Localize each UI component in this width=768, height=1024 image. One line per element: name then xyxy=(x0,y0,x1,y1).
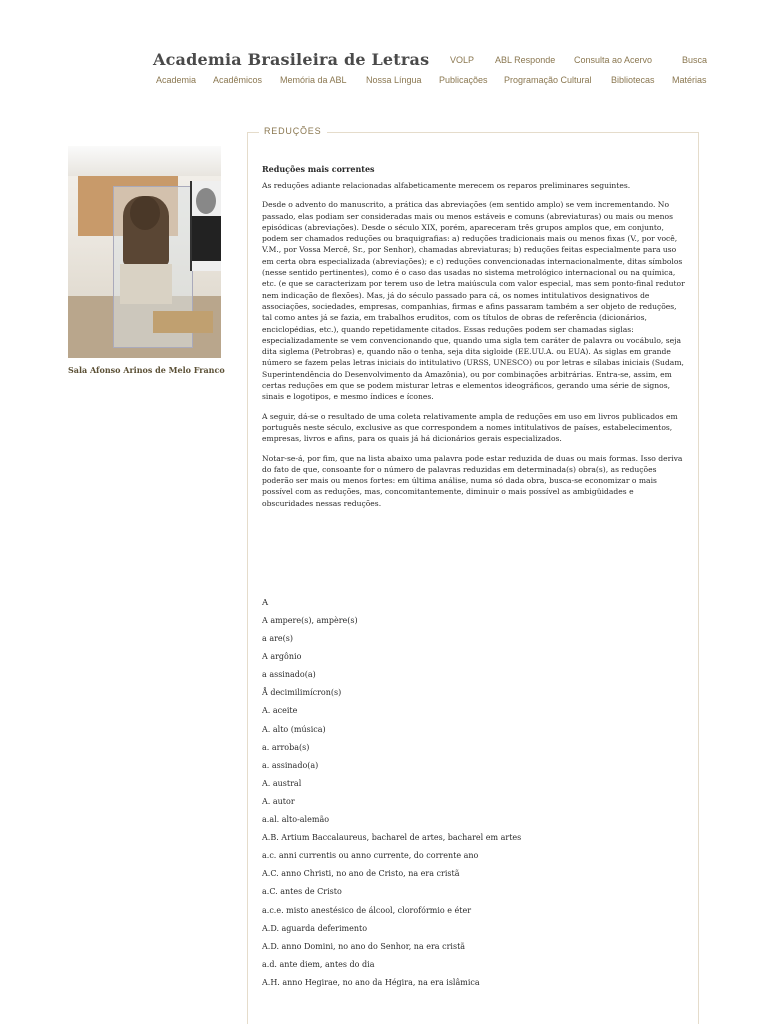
list-item: a assinado(a) xyxy=(262,670,316,680)
list-item: A ampere(s), ampère(s) xyxy=(262,616,358,625)
site-title[interactable]: Academia Brasileira de Letras xyxy=(153,50,430,69)
list-item: A. autor xyxy=(262,796,295,806)
list-item: A. austral xyxy=(262,778,302,788)
list-item: A.B. Artium Baccalaureus, bacharel de artes, bacharel em artes xyxy=(262,833,522,843)
list-item: a. arroba(s) xyxy=(262,742,310,752)
abbreviation-list xyxy=(262,614,692,994)
list-item: a.d. ante diem, antes do dia xyxy=(262,959,375,969)
list-item: a.al. alto-alemão xyxy=(262,815,330,825)
section-rule xyxy=(247,132,259,133)
list-item: a.c. anni currentis ou anno currente, do corrente ano xyxy=(262,851,479,861)
list-item: a.c.e. misto anestésico de álcool, clorofórmio e éter xyxy=(262,905,472,915)
article-paragraph: Desde o advento do manuscrito, a prática das abreviações (em sentido amplo) se vem incrementando. No passado, elas podiam ser consideradas mais ou menos estáveis e comuns (abreviaturas) ou mais ou menos episódicas (abreviações). Desde o século XIX, porém, apareceram três grupos amplos que, em conjunto, podem ser chamados reduções ou braquigrafias: a) reduções tradicionais mais ou menos fixas (V., por você, V.M., por Vossa Mercê, Sr., por Senhor), chamadas abreviaturas; b) reduções feitas especialmente para uso em certa obra especializada (abreviações); e c) reduções convencionadas internacionalmente, ditas símbolos (nesse sentido pertinentes), como é o caso das usadas no sistema metrológico internacional ou na química, etc. (e que se caracterizam por terem uso de letra maiúscula com valor especial, mas sem ponto-final redutor nem indicação de flexões). Mas, já do século passado para cá, os nomes intitulativos designativos de associações, sociedades, empresas, companhias, firmas e afins passaram também a ser objeto de reduções, tal como antes já se fazia, em trabalhos eruditos, com os títulos de obras de referência (dicionários, enciclopédias, etc.), quando repetidamente citados. Essas reduções podem ser chamadas siglas: especializadamente se vem convencionando que, quando uma sigla tem caráter de palavra ou vocábulo, seja dita siglema (Petrobras) e, quando não o tenha, seja dita sigloide (EE.UU.A. ou EUA). As siglas em grande número se fazem pelas letras iniciais do intitulativo (URSS, UNESCO) ou por letras e sílabas iniciais (Sudam, Superintendência do Desenvolvimento da Amazônia), ou por combinações arbitrárias. Entra-se, assim, em certas reduções em que se podem misturar letras e elementos ideográficos, gerando uma série de signos, sinais e logotipos, e mesmo índices e ícones. xyxy=(262,200,685,402)
article-paragraph: As reduções adiante relacionadas alfabeticamente merecem os reparos preliminares seguintes. xyxy=(262,181,631,190)
list-item: A argônio xyxy=(262,652,302,662)
nav-link-volp[interactable]: VOLP xyxy=(450,55,475,65)
nav-link-consulta-acervo[interactable]: Consulta ao Acervo xyxy=(574,55,653,65)
nav-item-memoria-abl[interactable]: Memória da ABL xyxy=(280,75,347,85)
nav-item-publicacoes[interactable]: Publicações xyxy=(439,75,488,85)
list-item: Å decimilimícron(s) xyxy=(262,688,342,698)
list-item: A. alto (música) xyxy=(262,724,326,734)
section-rule xyxy=(327,132,699,133)
list-item: a.C. antes de Cristo xyxy=(262,887,342,897)
nav-link-abl-responde[interactable]: ABL Responde xyxy=(495,55,556,65)
nav-item-materias[interactable]: Matérias xyxy=(672,75,707,85)
list-item: A.D. aguarda deferimento xyxy=(262,923,368,933)
list-item: A.H. anno Hegirae, no ano da Hégira, na era islâmica xyxy=(262,977,480,987)
nav-item-programacao-cultural[interactable]: Programação Cultural xyxy=(504,75,592,85)
article-heading: Reduções mais correntes xyxy=(262,164,375,174)
list-item: a. assinado(a) xyxy=(262,760,319,770)
section-title: REDUÇÕES xyxy=(264,126,322,136)
nav-item-bibliotecas[interactable]: Bibliotecas xyxy=(611,75,655,85)
nav-item-nossa-lingua[interactable]: Nossa Língua xyxy=(366,75,422,85)
nav-link-busca[interactable]: Busca xyxy=(682,55,708,65)
list-item: a are(s) xyxy=(262,634,293,644)
article xyxy=(262,164,686,517)
nav-item-academia[interactable]: Academia xyxy=(156,75,197,85)
photo-caption: Sala Afonso Arinos de Melo Franco xyxy=(68,365,225,375)
room-photo xyxy=(68,146,221,358)
list-item: A. aceite xyxy=(262,706,298,716)
list-item: A.C. anno Christi, no ano de Cristo, na era cristã xyxy=(262,869,460,879)
list-item: A.D. anno Domini, no ano do Senhor, na era cristã xyxy=(262,941,466,951)
article-paragraph: A seguir, dá-se o resultado de uma coleta relativamente ampla de reduções em uso em livros publicados em português neste século, exclusive as que correspondem a nomes intitulativos de países, estabelecimentos, empresas, livros e afins, para os quais já há dicionários gerais especializados. xyxy=(262,411,678,444)
nav-item-academicos[interactable]: Acadêmicos xyxy=(213,75,263,85)
article-paragraph: Notar-se-á, por fim, que na lista abaixo uma palavra pode estar reduzida de duas ou mais formas. Isso deriva do fato de que, consoante for o número de palavras reduzidas em determinada(s) obra(s), as reduções poderão ser mais ou menos fortes: em última análise, numa só dada obra, busca-se economizar o mais possível com as reduções, mas, concomitantemente, diminuir o mais possível as ambigüidades e obscuridades nessas reduções. xyxy=(262,453,683,508)
list-letter-heading: A xyxy=(262,598,269,608)
